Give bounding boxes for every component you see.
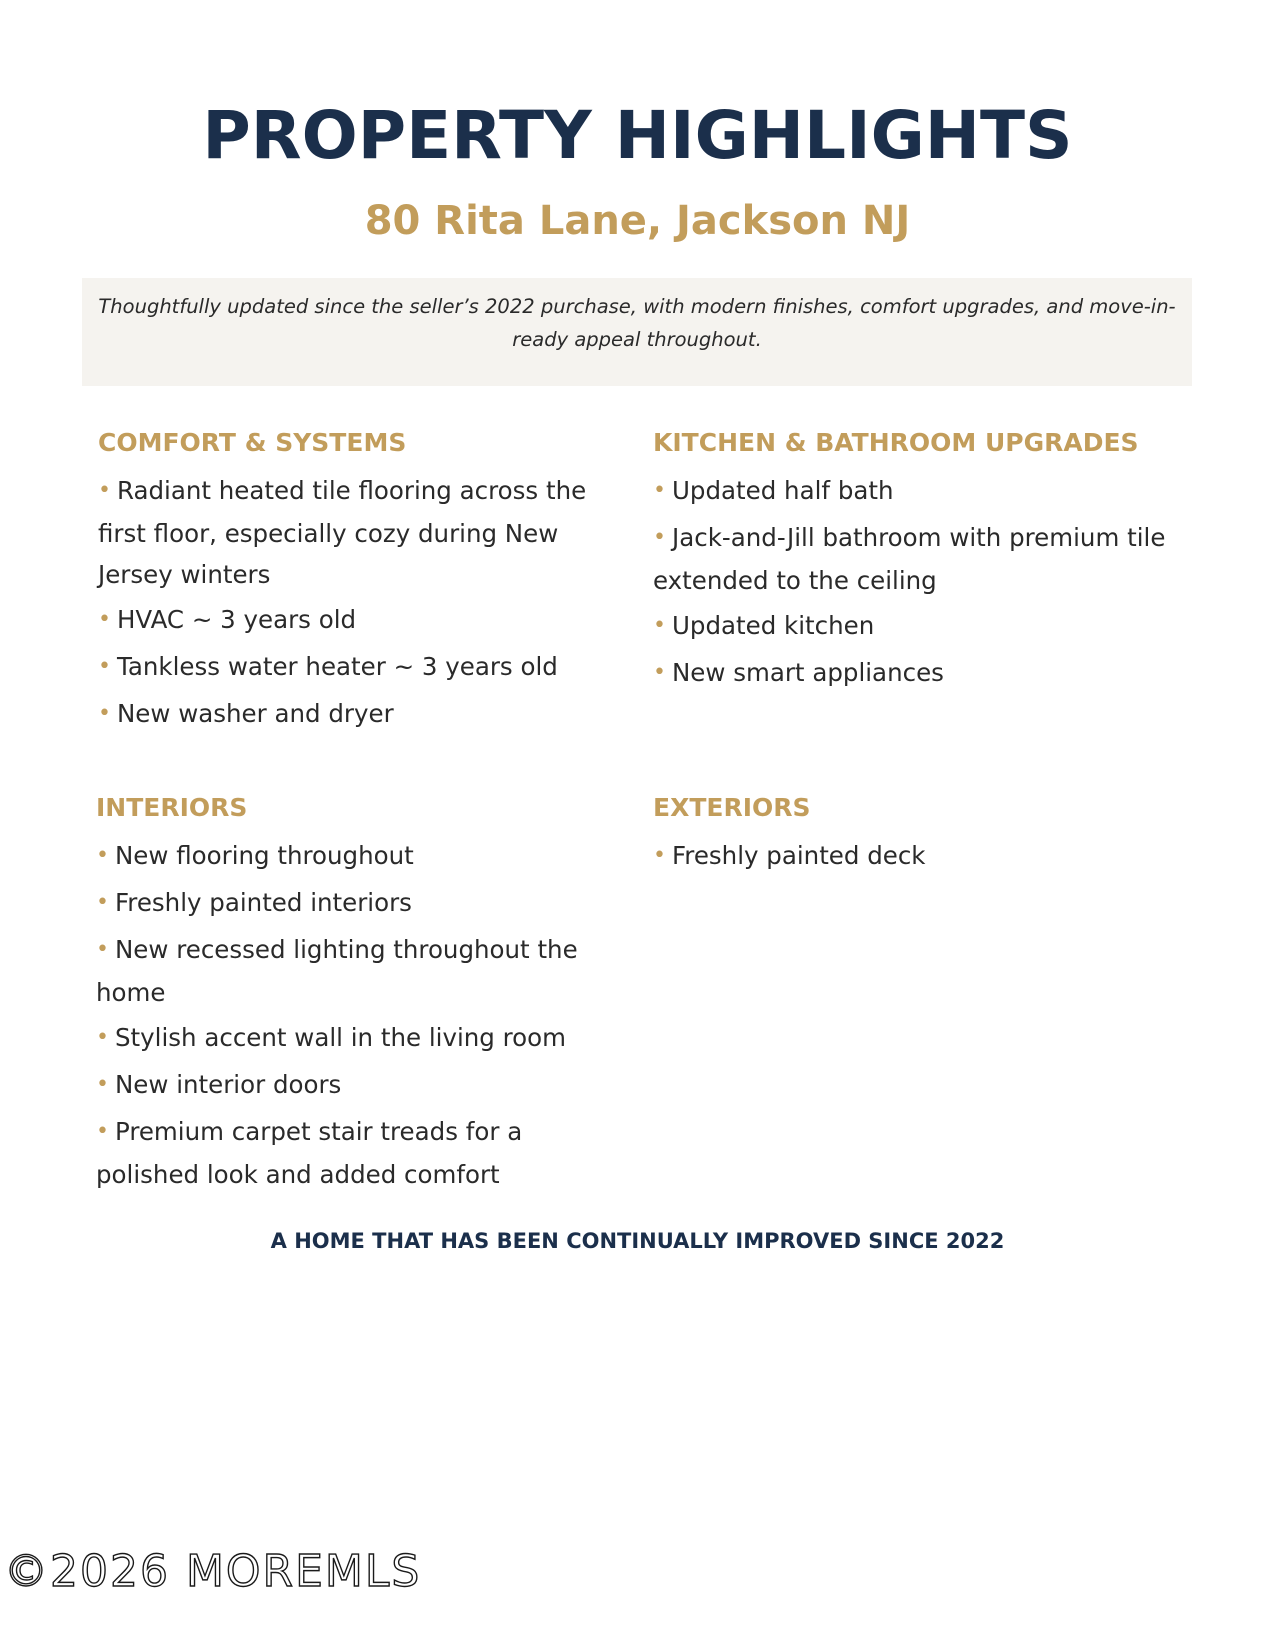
list-item — [653, 652, 1183, 695]
bullet-icon: • — [653, 843, 666, 868]
list-item-text: Tankless water heater ~ 3 years old — [116, 652, 558, 681]
section-heading: KITCHEN & BATHROOM UPGRADES — [653, 428, 1139, 457]
bullet-icon: • — [653, 613, 666, 638]
bullet-icon: • — [98, 701, 111, 726]
list-item — [98, 646, 618, 689]
list-item-text: New washer and dryer — [116, 699, 394, 728]
list-item-text: New smart appliances — [671, 658, 944, 687]
section-heading: COMFORT & SYSTEMS — [98, 428, 407, 457]
list-item-text: Updated kitchen — [671, 611, 875, 640]
bullet-icon: • — [653, 660, 666, 685]
list-item — [653, 517, 1183, 601]
list-item-text: Stylish accent wall in the living room — [114, 1023, 567, 1052]
section-kitchen-bathroom — [653, 428, 1183, 699]
bullet-icon: • — [96, 843, 109, 868]
bullet-icon: • — [653, 525, 666, 550]
footer-tagline: A HOME THAT HAS BEEN CONTINUALLY IMPROVED SINCE 2022 — [270, 1229, 1005, 1253]
list-item — [653, 470, 1183, 513]
list-item-text: New flooring throughout — [114, 841, 414, 870]
intro-text: Thoughtfully updated since the seller’s 2022 purchase, with modern finishes, comfort upgrades, and move-in-ready appeal throughout. — [98, 295, 1176, 351]
bullet-icon: • — [96, 937, 109, 962]
bullet-icon: • — [653, 478, 666, 503]
list-item-text: New recessed lighting throughout the home — [96, 935, 578, 1007]
list-item — [96, 1017, 616, 1060]
section-heading: EXTERIORS — [653, 793, 811, 822]
list-item — [96, 1111, 616, 1195]
list-item — [98, 693, 618, 736]
section-interiors — [96, 793, 616, 1199]
page-title: PROPERTY HIGHLIGHTS — [202, 97, 1073, 174]
bullet-icon: • — [96, 1119, 109, 1144]
intro-box — [82, 278, 1192, 386]
list-item-text: Jack-and-Jill bathroom with premium tile extended to the ceiling — [653, 523, 1166, 595]
bullet-icon: • — [98, 478, 111, 503]
list-item — [98, 470, 618, 595]
bullet-icon: • — [98, 607, 111, 632]
section-exteriors — [653, 793, 1183, 882]
bullet-icon: • — [98, 654, 111, 679]
section-heading: INTERIORS — [96, 793, 248, 822]
property-address: 80 Rita Lane, Jackson NJ — [364, 198, 911, 244]
list-item-text: Freshly painted interiors — [114, 888, 412, 917]
list-item — [96, 882, 616, 925]
list-item-text: New interior doors — [114, 1070, 342, 1099]
bullet-icon: • — [96, 890, 109, 915]
list-item-text: Premium carpet stair treads for a polished look and added comfort — [96, 1117, 523, 1189]
list-item — [96, 1064, 616, 1107]
list-item — [653, 605, 1183, 648]
section-comfort-systems — [98, 428, 618, 740]
bullet-icon: • — [96, 1025, 109, 1050]
list-item-text: Updated half bath — [671, 476, 894, 505]
list-item-text: Freshly painted deck — [671, 841, 926, 870]
list-item-text: HVAC ~ 3 years old — [116, 605, 357, 634]
list-item — [96, 835, 616, 878]
bullet-icon: • — [96, 1072, 109, 1097]
copyright-watermark: ©2026 MOREMLS — [4, 1546, 422, 1597]
list-item — [98, 599, 618, 642]
list-item — [653, 835, 1183, 878]
list-item — [96, 929, 616, 1013]
list-item-text: Radiant heated tile flooring across the first floor, especially cozy during New Jersey winters — [98, 476, 587, 589]
